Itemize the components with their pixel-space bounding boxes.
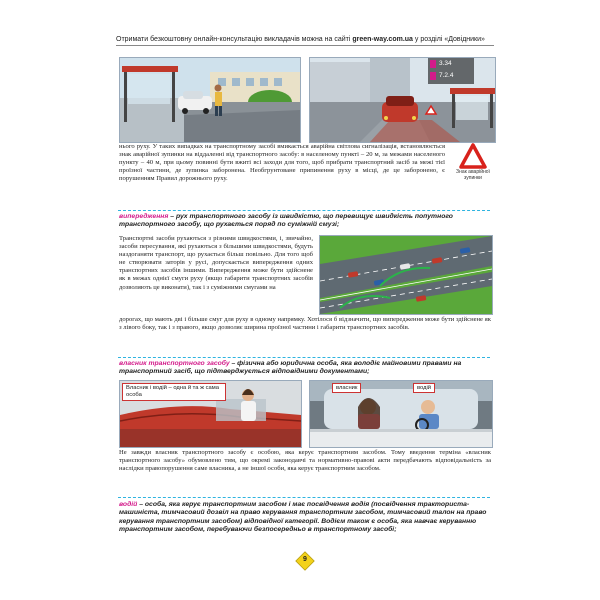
owner-definition — [119, 360, 491, 377]
header-site-link[interactable]: green-way.com.ua — [352, 36, 413, 43]
driver-definition — [119, 501, 491, 534]
illustration-bus-stop — [119, 57, 301, 143]
intro-paragraph: нього руху. У таких випадках на транспортному засобі вмикається аварійна світлова сигналізація, встановлюється знак аварійної зупинки на віддаленні від транспортного засобу: в населеному пункті – 20 м, за межами населеного пункту – 40 м, при цьому повинні бути вжиті всі заходи для того, щоб прибрати транспортний засіб за межі тієї проїзної частини, де зупинка заборонена. Необгрунтоване припинення руху в місці, де це заборонено, є порушенням Правил дорожнього руху. — [119, 143, 445, 183]
term-owner: власник транспортного засобу — [119, 360, 230, 367]
driver-definition-text: – особа, яка керує транспортним засобом і має посвідчення водія (посвідчення тракториста-машиніста, тимчасовий дозвіл на право керування транспортним засобом, тимчасовий талон на право керування транспортним засобом) відповідної категорії. Водієм також є особа, яка навчає керуванню транспортним засобом, перебуваючи безпосередньо в транспортному засобі; — [119, 501, 487, 533]
warning-sign-caption: Знак аварійної зупинки — [456, 169, 490, 181]
header-note — [116, 36, 496, 43]
driver-label: водій — [413, 383, 435, 393]
header-rule — [116, 45, 494, 46]
header-text: Отримати безкоштовну онлайн-консультацію викладачів можна на сайті — [116, 36, 353, 43]
header-text-end: у розділі «Довідники» — [412, 36, 485, 43]
term-driver: водій — [119, 501, 138, 508]
owner-driver-same-label: Власник і водій – одна й та ж сама особа — [122, 383, 226, 401]
illustration-stopped-car — [309, 57, 496, 143]
section-divider — [118, 497, 490, 498]
warning-triangle-icon — [459, 143, 487, 169]
hud-value-1: 3.34 — [439, 60, 452, 67]
owner-definition-text: – фізична або юридична особа, яка володіє майновими правами на транспортний засіб, що підтверджується відповідними документами; — [119, 360, 462, 376]
page-number-badge — [295, 551, 315, 571]
hud-value-2: 7.2.4 — [439, 72, 454, 79]
page-number: 9 — [303, 556, 307, 563]
section-divider — [118, 357, 490, 358]
section-divider — [118, 210, 490, 211]
overtaking-paragraph-2: дорогах, що мають дві і більше смуг для руху в одному напрямку. Хотілося б відзначити, що випередження може бути здійснене як з лівого боку, так і з правого, якщо дозволяє ширина проїзної частини і габарити транспортних засобів. — [119, 316, 491, 332]
illustration-overtaking-highway — [319, 235, 493, 315]
overtaking-definition — [119, 213, 491, 230]
owner-label: власник — [332, 383, 361, 393]
overtaking-definition-text: – рух транспортного засобу із швидкістю, що перевищує швидкість попутного транспортного засобу, що рухається поряд по суміжній смузі; — [119, 213, 453, 229]
term-overtaking: випередження — [119, 213, 169, 220]
overtaking-paragraph-1: Транспортні засоби рухаються з різними швидкостями, і, звичайно, засоби пересування, які рухаються з більшими швидкостями, будуть наздоганяти транспорт, що рухається більш повільно. Для того щоб не створювати заторів у русі, допускається випередження одних транспортних засобів іншими. Випередження може бути здійснене як в межах однієї смуги руху (якщо габарити транспортних засобів дозволяють це виконати), так і з суміжними смугами на — [119, 235, 313, 291]
owner-paragraph: Не завжди власник транспортного засобу є особою, яка керує транспортним засобом. Тому введення терміна «власник транспортного засобу» обумовлено тим, що окремі законодавчі та нормативно-правові акти передбачають відповідальність за наслідки правопорушення саме власника, а не іншої особи, яка керує транспортним засобом. — [119, 449, 491, 473]
